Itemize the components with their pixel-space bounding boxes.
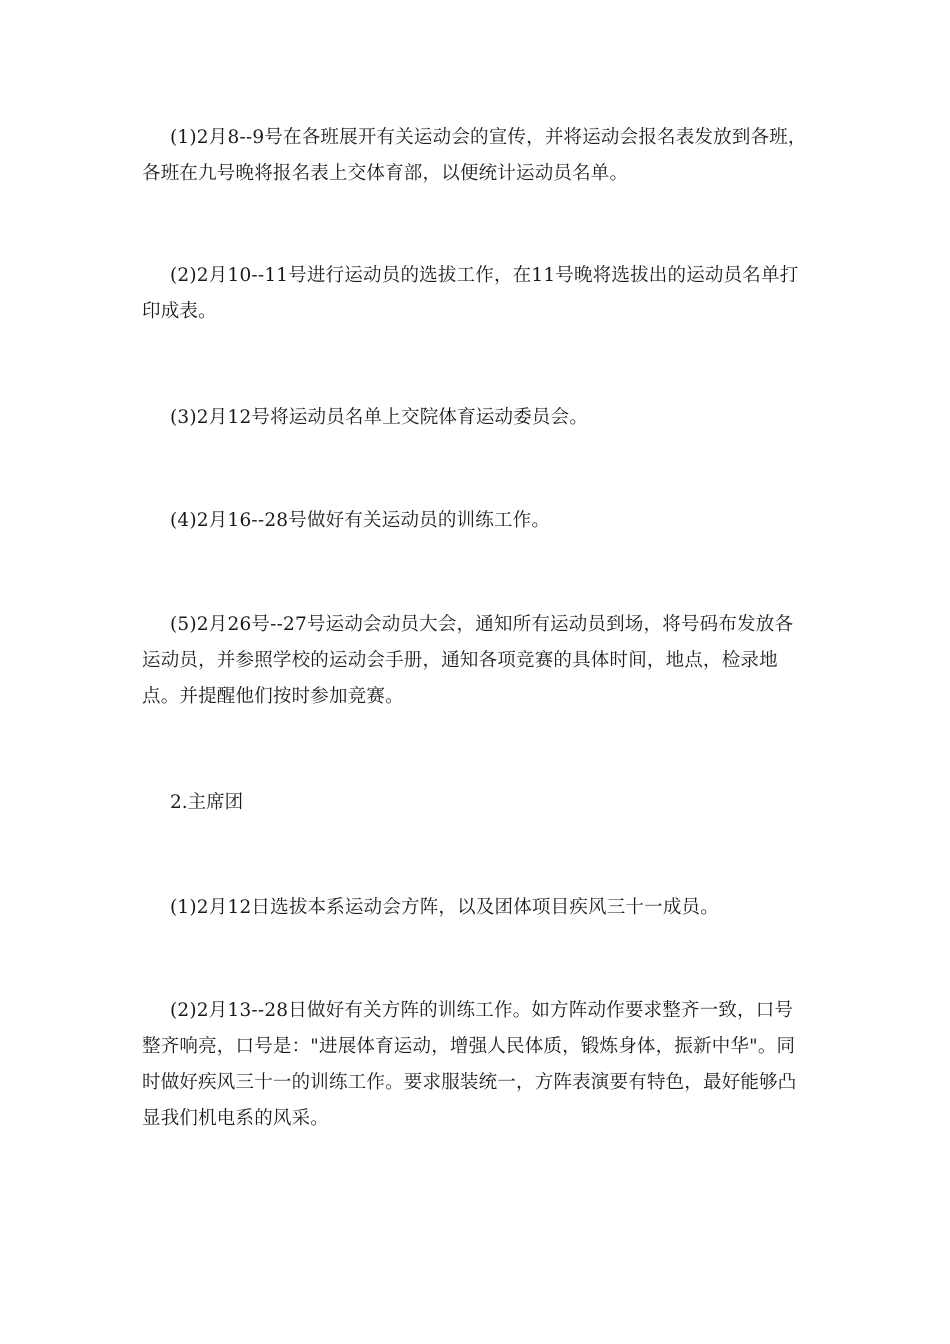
paragraph-item-5: (5)2月26号--27号运动会动员大会，通知所有运动员到场，将号码布发放各运动员，并参照学校的运动会手册，通知各项竞赛的具体时间，地点，检录地点。并提醒他们按时参加竞赛。	[142, 614, 794, 707]
paragraph-item-3: (3)2月12号将运动员名单上交院体育运动委员会。	[170, 407, 589, 428]
paragraph-item-2: (2)2月10--11号进行运动员的选拔工作，在11号晚将选拔出的运动员名单打印成表。	[142, 265, 799, 322]
section-paragraph-1: (1)2月12日选拔本系运动会方阵，以及团体项目疾风三十一成员。	[170, 897, 719, 918]
paragraph-item-4: (4)2月16--28号做好有关运动员的训练工作。	[170, 510, 551, 531]
section-paragraph-2: (2)2月13--28日做好有关方阵的训练工作。如方阵动作要求整齐一致，口号整齐响亮，口号是："进展体育运动，增强人民体质，锻炼身体，振新中华"。同时做好疾风三十一的训练工作。要求服装统一，方阵表演要有特色，最好能够凸显我们机电系的风采。	[142, 1000, 797, 1129]
paragraph-item-1: (1)2月8--9号在各班展开有关运动会的宣传，并将运动会报名表发放到各班，各班在九号晚将报名表上交体育部，以便统计运动员名单。	[142, 127, 807, 184]
section-heading: 2.主席团	[170, 792, 244, 813]
